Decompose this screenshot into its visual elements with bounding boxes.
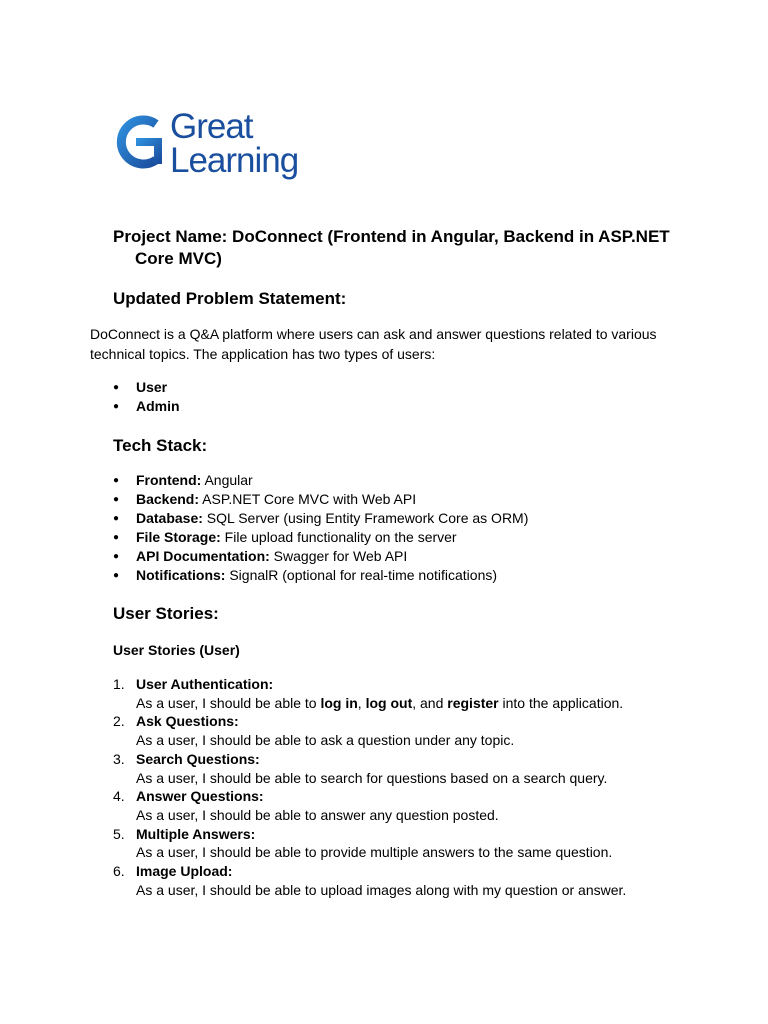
logo-line-learning: Learning (170, 141, 299, 180)
item-number: 3. (113, 750, 125, 767)
bullet-icon: ● (113, 532, 120, 543)
story-title: Search Questions: (136, 750, 260, 767)
bullet-icon: ● (113, 551, 120, 562)
logo-line-great: Great (170, 107, 253, 146)
tech-stack-heading: Tech Stack: (113, 436, 208, 455)
list-item: ● File Storage: File upload functionality on the server (113, 529, 457, 545)
story-title: Image Upload: (136, 863, 233, 880)
list-item: ● Frontend: Angular (113, 472, 253, 488)
story-description: As a user, I should be able to answer any question posted. (136, 806, 499, 823)
story-description: As a user, I should be able to upload images along with my question or answer. (136, 881, 627, 898)
user-stories-subheading: User Stories (User) (113, 642, 240, 658)
bullet-icon: ● (113, 382, 120, 393)
story-description: As a user, I should be able to log in, log out, and register into the application. (136, 694, 624, 711)
item-number: 2. (113, 713, 125, 730)
user-stories-heading: User Stories: (113, 604, 219, 623)
story-description: As a user, I should be able to ask a question under any topic. (136, 732, 515, 749)
story-title: Multiple Answers: (136, 825, 256, 842)
list-item (113, 862, 713, 899)
story-description: As a user, I should be able to search for questions based on a search query. (136, 769, 608, 786)
list-item: ● Backend: ASP.NET Core MVC with Web API (113, 491, 417, 507)
story-title: User Authentication: (136, 676, 274, 692)
item-number: 6. (113, 863, 125, 880)
story-title: Answer Questions: (136, 788, 264, 805)
list-item (113, 712, 713, 749)
list-item: ● API Documentation: Swagger for Web API (113, 548, 408, 564)
user-stories-list (113, 675, 713, 899)
list-item: ● Notifications: SignalR (optional for real-time notifications) (113, 567, 498, 583)
problem-statement-paragraph: DoConnect is a Q&A platform where users can ask and answer questions related to various technical topics. The application has two types of users: (90, 326, 657, 362)
great-learning-logo (112, 107, 322, 182)
project-title (113, 226, 673, 270)
bullet-icon: ● (113, 570, 120, 581)
list-item (113, 750, 713, 787)
great-learning-g-icon (112, 112, 164, 172)
project-title-line1: Project Name: DoConnect (Frontend in Angular, Backend in ASP.NET (113, 227, 670, 246)
list-item (113, 787, 713, 824)
item-number: 5. (113, 825, 125, 842)
story-title: Ask Questions: (136, 713, 239, 730)
bullet-icon: ● (113, 401, 120, 412)
bullet-icon: ● (113, 513, 120, 524)
list-item: ● Database: SQL Server (using Entity Framework Core as ORM) (113, 510, 529, 526)
list-item (113, 825, 713, 862)
user-types-list (113, 378, 180, 416)
tech-stack-list (113, 471, 528, 585)
list-item (113, 675, 713, 712)
bullet-icon: ● (113, 475, 120, 486)
list-item: ● Admin (113, 398, 180, 414)
project-title-line2: Core MVC) (135, 249, 222, 268)
problem-statement-heading: Updated Problem Statement: (113, 289, 347, 308)
item-number: 4. (113, 788, 125, 805)
story-description: As a user, I should be able to provide multiple answers to the same question. (136, 844, 613, 861)
logo-wordmark (170, 107, 299, 180)
item-number: 1. (113, 676, 125, 692)
bullet-icon: ● (113, 494, 120, 505)
list-item: ● User (113, 379, 168, 395)
